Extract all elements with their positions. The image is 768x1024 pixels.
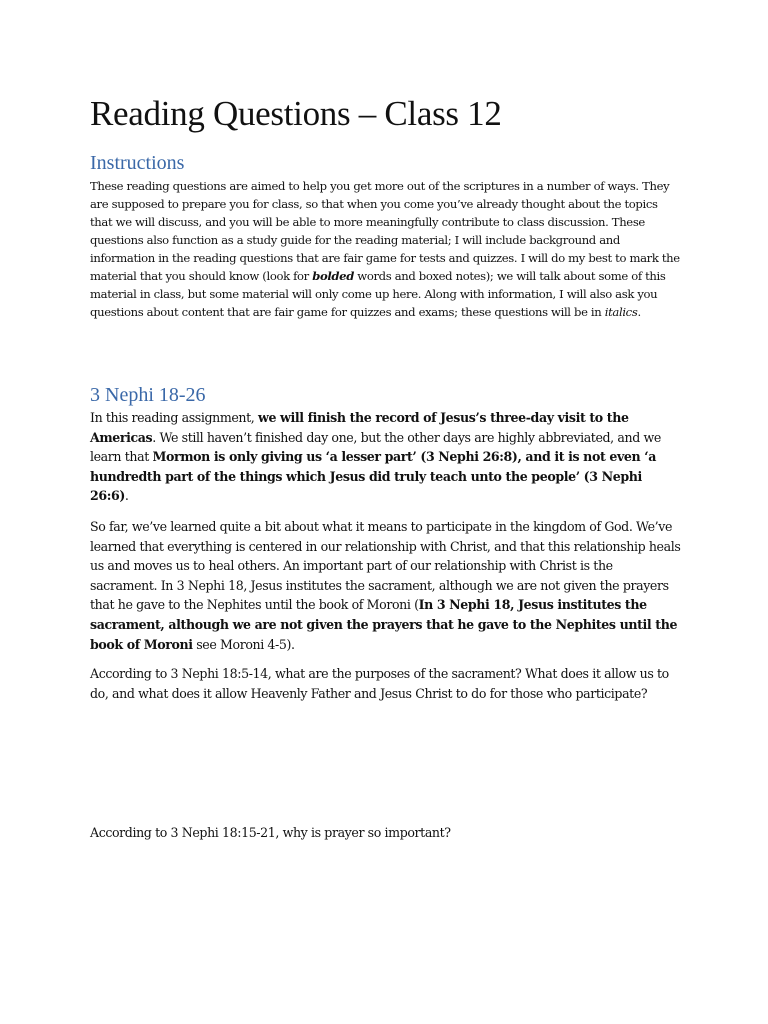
assignment-text-3: .: [124, 488, 129, 504]
assignment-text-1: In this reading assignment,: [90, 410, 259, 425]
sacrament-bold: In 3 Nephi 18, Jesus institutes the sacrament, although we are not given the prayers that he gave to the Nephites until the book of Moroni: [90, 597, 678, 652]
instructions-text-2: words and boxed notes); we will talk about some of this material in class, but some material will only come up here. Along with information, I will also ask you questions about content that are fair game for quizzes and exams; these questions will be in: [90, 269, 666, 319]
section-heading: 3 Nephi 18-26: [90, 384, 206, 406]
assignment-bold-1: we will finish the record of Jesus’s three-day visit to the Americas: [90, 410, 629, 445]
page-title: Reading Questions – Class 12: [90, 94, 502, 133]
sacrament-text-1: So far, we’ve learned quite a bit about what it means to participate in the kingdom of God. We’ve learned that everything is centered in our relationship with Christ, and that this relationship heals us and moves us to heal others. An important part of our relationship with Christ is the sacrament. In 3 Nephi 18, Jesus institutes the sacrament, although we are not given the prayers that he gave to the Nephites until the book of Moroni (: [90, 519, 681, 613]
sacrament-text-2: see Moroni 4-5).: [192, 636, 295, 652]
instructions-text-1: These reading questions are aimed to help you get more out of the scriptures in a number of ways. They are supposed to prepare you for class, so that when you come you’ve already thought about the topics that we will discuss, and you will be able to more meaningfully contribute to class discussion. These questions also function as a study guide for the reading material; I will include background and information in the reading questions that are fair game for tests and quizzes. I will do my best to mark the material that you should know (look for: [90, 179, 680, 283]
assignment-bold-2: Mormon is only giving us ‘a lesser part’ (3 Nephi 26:8), and it is not even ‘a hundredth part of the things which Jesus did truly teach unto the people’ (3 Nephi 26:6): [90, 449, 656, 504]
italics-word: italics: [604, 305, 638, 319]
sacrament-paragraph: [90, 517, 682, 654]
instructions-paragraph: [90, 177, 682, 321]
bolded-word: bolded: [312, 269, 354, 283]
question-sacrament: According to 3 Nephi 18:5-14, what are the purposes of the sacrament? What does it allow us to do, and what does it allow Heavenly Father and Jesus Christ to do for those who participate?: [90, 666, 669, 701]
assignment-text-2: . We still haven’t finished day one, but the other days are highly abbreviated, and we learn that: [90, 429, 661, 465]
question-prayer: According to 3 Nephi 18:15-21, why is prayer so important?: [90, 825, 451, 840]
instructions-heading: Instructions: [90, 152, 185, 174]
instructions-text-3: .: [637, 305, 641, 319]
assignment-paragraph: [90, 408, 682, 506]
